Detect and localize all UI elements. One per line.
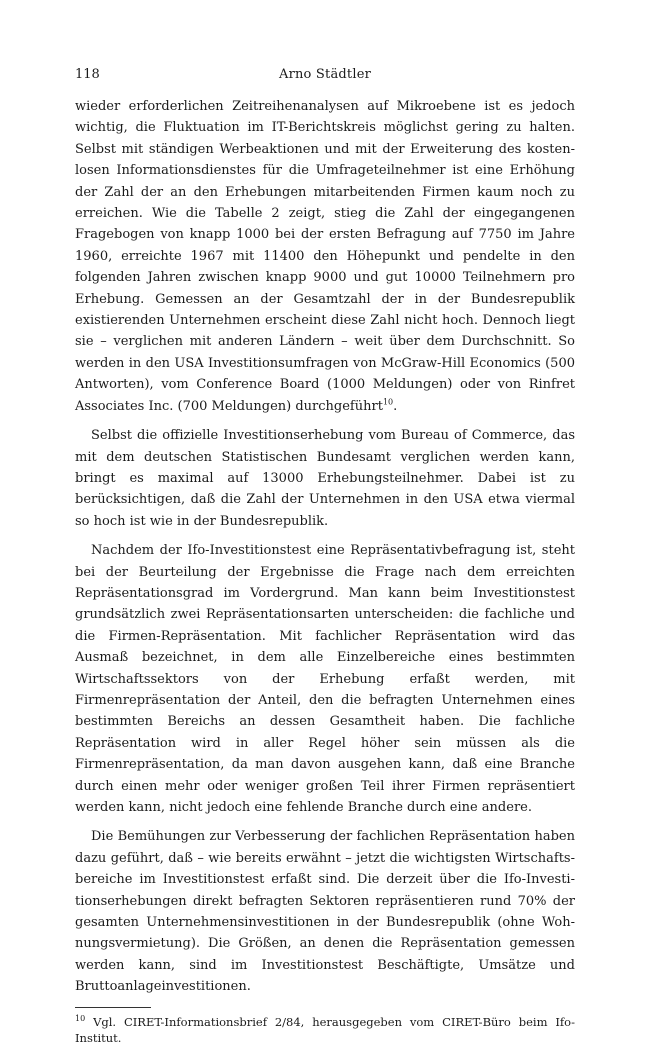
footnote-text: Vgl. CIRET-Informationsbrief 2/84, herausgegeben vom CIRET-Büro beim Ifo-Institut. <box>75 1014 575 1045</box>
paragraph-3: Nachdem der Ifo-Investitionstest eine Repräsentativbefragung ist, steht bei der Beurteilung der Ergebnisse die Frage nach dem erreichten Repräsentationsgrad im Vordergrund. Man kann beim Investitionstest grundsätzlich zwei Repräsentationsarten unterscheiden: die fachliche und die Firmen-Repräsentation. Mit fachlicher Repräsentation wird das Ausmaß bezeichnet, in dem alle Einzelbereiche eines bestimmten Wirtschaftssektors von der Erhebung erfaßt werden, mit Firmenrepräsentation der Anteil, den die befragten Unternehmen eines bestimmten Bereichs an dessen Gesamtheit haben. Die fachliche Repräsentation wird in aller Regel höher sein müssen als die Firmenrepräsentation, da man davon ausgehen kann, daß eine Branche durch einen mehr oder weniger großen Teil ihrer Firmen repräsentiert werden kann, nicht jedoch eine fehlende Branche durch eine andere. <box>75 543 575 815</box>
paragraph-1-text: wieder erforderlichen Zeitreihenanalysen auf Mikroebene ist es jedoch wichtig, die Fluktuation im IT-Berichtskreis möglichst gering zu halten. Selbst mit ständigen Werbeaktionen und mit der Erweiterung des kostenlosen Informationsdienstes für die Umfrageteilnehmer ist eine Erhöhung der Zahl der an den Erhebungen mitarbeitenden Firmen kaum noch zu erreichen. Wie die Tabelle 2 zeigt, stieg die Zahl der eingegangenen Fragebogen von knapp 1000 bei der ersten Befragung auf 7750 im Jahre 1960, erreichte 1967 mit 11400 den Höhepunkt und pendelte in den folgenden Jahren zwischen knapp 9000 und gut 10000 Teilnehmern pro Erhebung. Gemessen an der Gesamtzahl der in der Bundesrepublik existierenden Unternehmen erscheint diese Zahl nicht hoch. Dennoch liegt sie – verglichen mit anderen Ländern – weit über dem Durchschnitt. So werden in den USA Investitionsumfragen von McGraw-Hill Economics (500 Antworten), vom Conference Board (1000 Meldungen) oder von Rinfret Associates Inc. (700 Meldungen) durchgeführt <box>75 99 575 414</box>
footnote-marker: 10 <box>75 1013 86 1023</box>
footnote <box>75 1014 575 1046</box>
paragraph-2: Selbst die offizielle Investitionserhebung vom Bureau of Commerce, das mit dem deutschen Statistischen Bundesamt verglichen werden kann, bringt es maximal auf 13000 Erhebungsteilnehmer. Dabei ist zu berücksichtigen, daß die Zahl der Unternehmen in den USA etwa viermal so hoch ist wie in der Bundesrepublik. <box>75 428 575 529</box>
paragraph-1 <box>75 96 575 417</box>
running-head-author: Arno Städtler <box>278 67 372 82</box>
book-page <box>75 66 575 1046</box>
body-text <box>75 96 575 998</box>
paragraph-1-end: . <box>393 398 398 414</box>
footnote-divider <box>75 1007 151 1008</box>
page-header <box>75 66 575 88</box>
paragraph-4: Die Bemühungen zur Verbesserung der fachlichen Repräsentation haben dazu geführt, daß – wie bereits erwähnt – jetzt die wichtigsten Wirtschaftsbereiche im Investitionstest erfaßt sind. Die derzeit über die Ifo-Investitionserhebungen direkt befragten Sektoren repräsentieren rund 70% der gesamten Unternehmensinvestitionen in der Bundesrepublik (ohne Wohnungsvermietung). Die Größen, an denen die Repräsentation gemessen werden kann, sind im Investitionstest Beschäftigte, Umsätze und Bruttoanlageinvestitionen. <box>75 829 575 995</box>
page-number: 118 <box>75 67 100 82</box>
footnote-reference: 10 <box>382 397 394 407</box>
